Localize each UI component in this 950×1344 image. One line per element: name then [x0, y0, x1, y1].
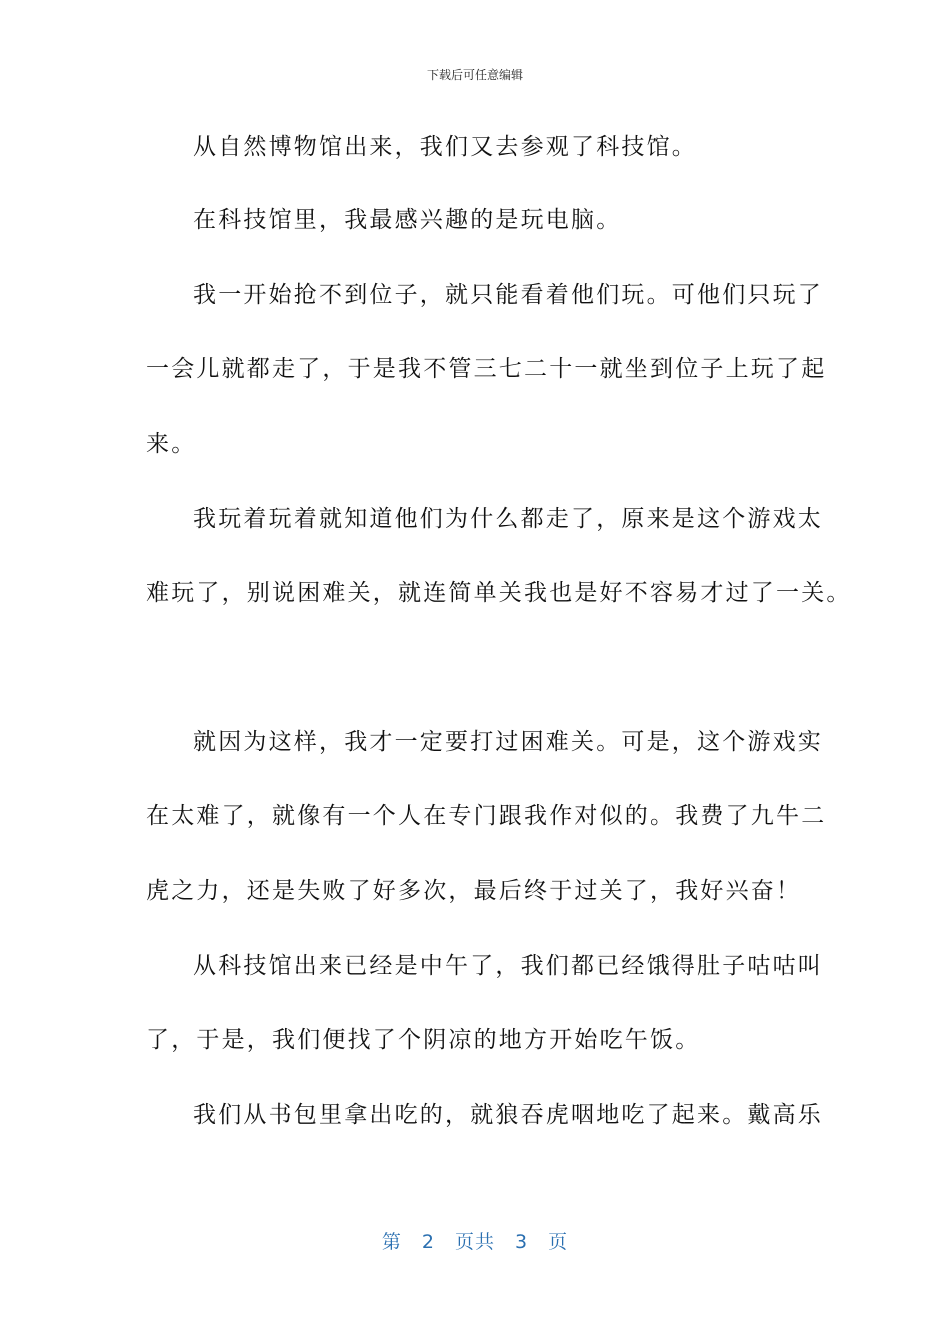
text-line: 在太难了，就像有一个人在专门跟我作对似的。我费了九牛二 [146, 803, 827, 829]
text-line: 从自然博物馆出来，我们又去参观了科技馆。 [193, 134, 697, 160]
text-line: 虎之力，还是失败了好多次，最后终于过关了，我好兴奋！ [146, 878, 802, 904]
current-page-number: 2 [421, 1231, 435, 1253]
footer-prefix: 第 [381, 1231, 402, 1253]
text-line: 难玩了，别说困难关，就连简单关我也是好不容易才过了一关。 [146, 580, 852, 606]
text-line: 来。 [146, 431, 197, 457]
text-line: 我们从书包里拿出吃的，就狼吞虎咽地吃了起来。戴高乐 [193, 1102, 823, 1128]
footer-suffix: 页 [548, 1231, 569, 1253]
text-line: 在科技馆里，我最感兴趣的是玩电脑。 [193, 207, 622, 233]
text-line: 了，于是，我们便找了个阴凉的地方开始吃午饭。 [146, 1027, 701, 1053]
total-page-number: 3 [515, 1231, 529, 1253]
page-footer [0, 1227, 950, 1254]
footer-middle: 页共 [454, 1231, 495, 1253]
text-line: 一会儿就都走了，于是我不管三七二十一就坐到位子上玩了起 [146, 356, 827, 382]
text-line: 从科技馆出来已经是中午了，我们都已经饿得肚子咕咕叫 [193, 953, 823, 979]
text-line: 我一开始抢不到位子，就只能看着他们玩。可他们只玩了 [193, 282, 823, 308]
text-line: 就因为这样，我才一定要打过困难关。可是，这个游戏实 [193, 729, 823, 755]
page-header: 下载后可任意编辑 [426, 68, 523, 82]
text-line: 我玩着玩着就知道他们为什么都走了，原来是这个游戏太 [193, 506, 823, 532]
